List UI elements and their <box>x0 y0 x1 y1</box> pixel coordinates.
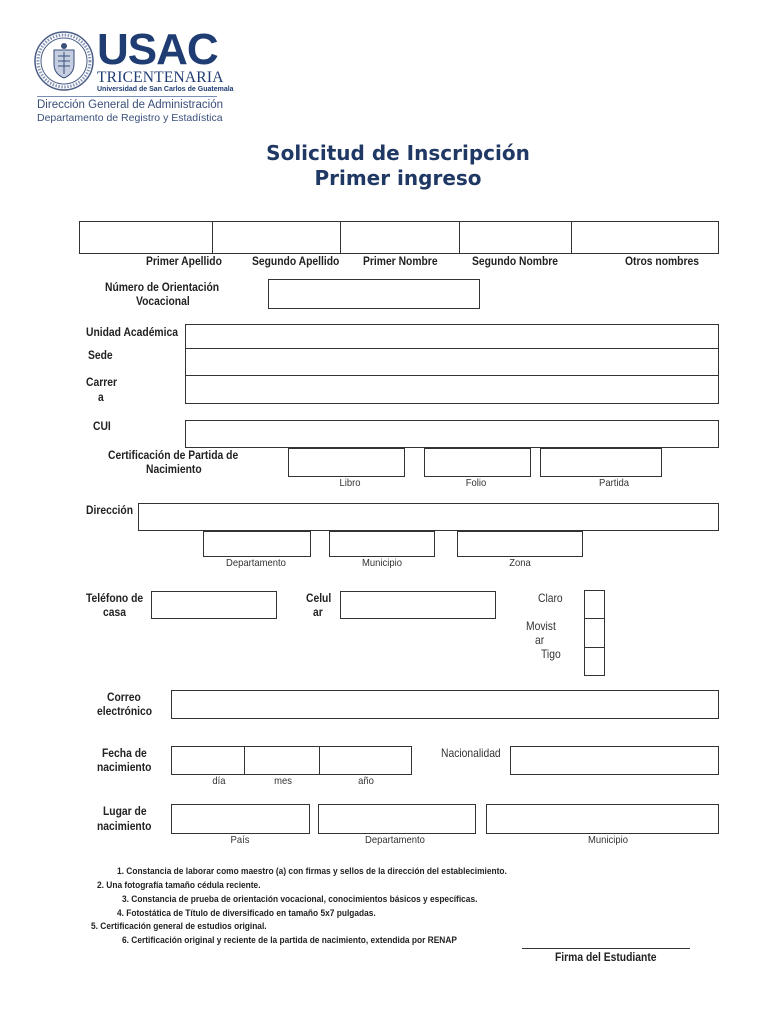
fecha-anio-field[interactable] <box>319 746 412 775</box>
fecha-label-line1: Fecha de <box>102 746 147 760</box>
sede-field[interactable] <box>185 348 719 376</box>
requirement-item: 1. Constancia de laborar como maestro (a) con firmas y sellos de la dirección del establecimiento. <box>117 866 507 877</box>
correo-label-line1: Correo <box>107 690 141 704</box>
nacionalidad-label: Nacionalidad <box>441 746 501 760</box>
requirement-item: 5. Certificación general de estudios original. <box>91 921 267 932</box>
orientacion-label-line1: Número de Orientación <box>105 280 220 294</box>
celular-label-line2: ar <box>313 605 323 619</box>
carrera-field[interactable] <box>185 375 719 404</box>
lugar-departamento-label: Departamento <box>365 834 425 846</box>
direccion-departamento-field[interactable] <box>203 531 311 557</box>
correo-field[interactable] <box>171 690 719 719</box>
requirement-item: 6. Certificación original y reciente de la partida de nacimiento, extendida por RENAP <box>122 935 457 946</box>
logo-direccion: Dirección General de Administración <box>37 99 224 111</box>
celular-field[interactable] <box>340 591 496 619</box>
direccion-zona-field[interactable] <box>457 531 583 557</box>
lugar-pais-field[interactable] <box>171 804 310 834</box>
direccion-field[interactable] <box>138 503 719 531</box>
otros-nombres-field[interactable] <box>571 221 719 254</box>
carrera-label-line1: Carrer <box>86 375 117 389</box>
folio-field[interactable] <box>424 448 531 477</box>
telefono-label-line2: casa <box>103 605 126 619</box>
fecha-mes-field[interactable] <box>244 746 320 775</box>
logo-subtitle: TRICENTENARIA <box>97 69 224 86</box>
lugar-pais-label: País <box>230 834 250 846</box>
certificacion-label-line2: Nacimiento <box>146 462 202 476</box>
orientacion-field[interactable] <box>268 279 480 309</box>
requirement-item: 4. Fotostática de Título de diversificado en tamaño 5x7 pulgadas. <box>117 908 376 919</box>
primer-nombre-label: Primer Nombre <box>363 254 438 268</box>
primer-apellido-label: Primer Apellido <box>146 254 222 268</box>
segundo-apellido-label: Segundo Apellido <box>252 254 340 268</box>
fecha-dia-field[interactable] <box>171 746 245 775</box>
libro-field[interactable] <box>288 448 405 477</box>
carrera-label-line2: a <box>98 390 104 404</box>
logo-divider <box>37 96 217 97</box>
partida-field[interactable] <box>540 448 662 477</box>
fecha-dia-label: día <box>212 775 226 787</box>
movistar-checkbox[interactable] <box>584 618 605 648</box>
otros-nombres-label: Otros nombres <box>625 254 699 268</box>
requirement-item: 3. Constancia de prueba de orientación vocacional, conocimientos básicos y específicas. <box>122 894 478 905</box>
primer-apellido-field[interactable] <box>79 221 213 254</box>
tigo-label: Tigo <box>541 647 561 661</box>
claro-checkbox[interactable] <box>584 590 605 619</box>
unidad-academica-label: Unidad Académica <box>86 325 178 339</box>
requirement-item: 2. Una fotografía tamaño cédula reciente. <box>97 880 261 891</box>
lugar-municipio-field[interactable] <box>486 804 719 834</box>
page-subtitle: Primer ingreso <box>314 166 482 190</box>
libro-label: Libro <box>339 477 361 489</box>
tigo-checkbox[interactable] <box>584 647 605 676</box>
cui-label: CUI <box>93 419 111 433</box>
logo-departamento: Departamento de Registro y Estadística <box>37 112 223 124</box>
segundo-nombre-field[interactable] <box>459 221 572 254</box>
direccion-label: Dirección <box>86 503 134 517</box>
usac-seal-icon <box>34 30 94 92</box>
page-title: Solicitud de Inscripción <box>266 141 530 165</box>
lugar-label-line2: nacimiento <box>97 819 152 833</box>
direccion-municipio-field[interactable] <box>329 531 435 557</box>
unidad-academica-field[interactable] <box>185 324 719 349</box>
celular-label-line1: Celul <box>306 591 332 605</box>
primer-nombre-field[interactable] <box>340 221 460 254</box>
lugar-municipio-label: Municipio <box>588 834 628 846</box>
movistar-label-line2: ar <box>535 633 545 647</box>
fecha-mes-label: mes <box>274 775 292 787</box>
fecha-label-line2: nacimiento <box>97 760 152 774</box>
nacionalidad-field[interactable] <box>510 746 719 775</box>
lugar-label-line1: Lugar de <box>103 804 147 818</box>
claro-label: Claro <box>538 591 563 605</box>
telefono-field[interactable] <box>151 591 277 619</box>
direccion-zona-label: Zona <box>509 557 531 569</box>
certificacion-label-line1: Certificación de Partida de <box>108 448 239 462</box>
segundo-apellido-field[interactable] <box>212 221 341 254</box>
partida-label: Partida <box>599 477 629 489</box>
orientacion-label-line2: Vocacional <box>136 294 190 308</box>
logo-usac-text: USAC <box>97 25 218 74</box>
lugar-departamento-field[interactable] <box>318 804 476 834</box>
direccion-municipio-label: Municipio <box>362 557 402 569</box>
sede-label: Sede <box>88 348 113 362</box>
correo-label-line2: electrónico <box>97 704 153 718</box>
segundo-nombre-label: Segundo Nombre <box>472 254 559 268</box>
direccion-departamento-label: Departamento <box>226 557 286 569</box>
cui-field[interactable] <box>185 420 719 448</box>
telefono-label-line1: Teléfono de <box>86 591 144 605</box>
fecha-anio-label: año <box>358 775 374 787</box>
movistar-label-line1: Movist <box>526 619 556 633</box>
firma-label: Firma del Estudiante <box>555 950 657 964</box>
logo-university: Universidad de San Carlos de Guatemala <box>97 86 234 93</box>
signature-line <box>522 948 690 949</box>
folio-label: Folio <box>465 477 487 489</box>
